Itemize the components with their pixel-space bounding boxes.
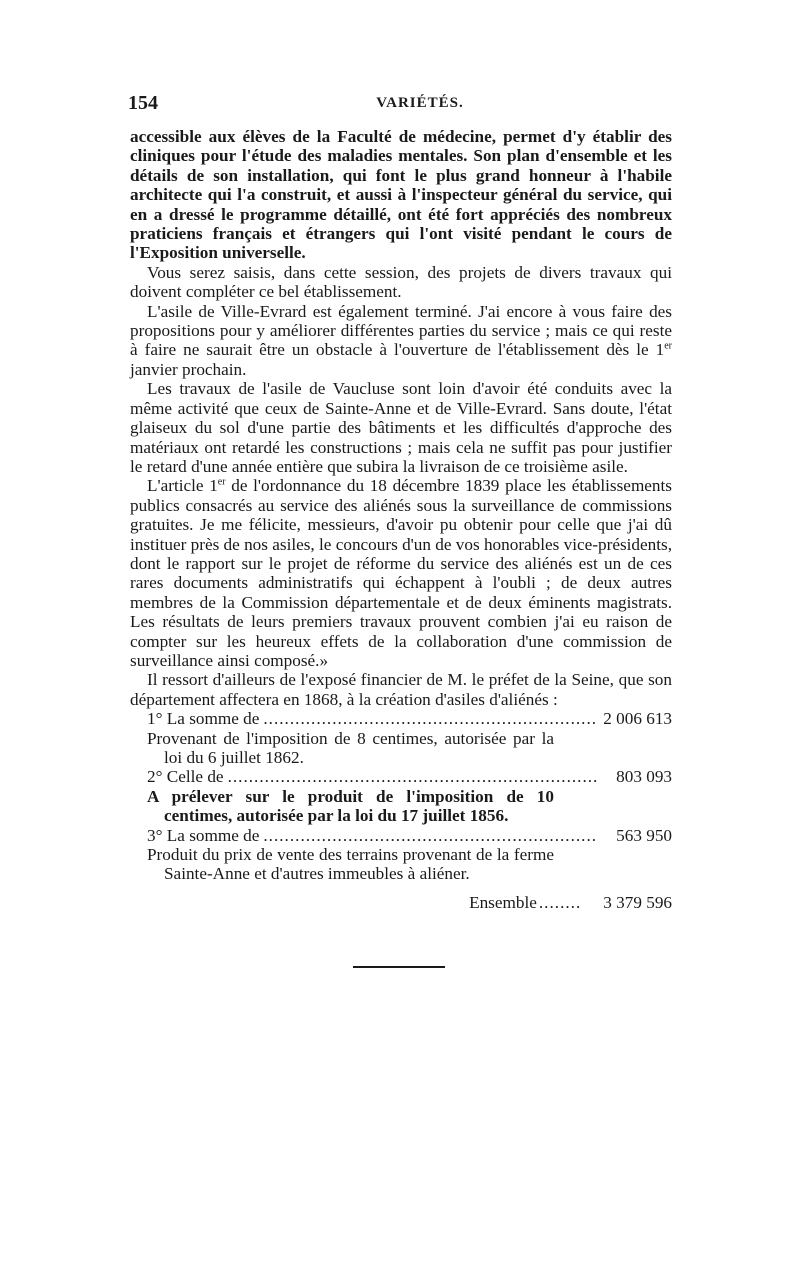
ledger-amount: 803 093 xyxy=(616,767,672,787)
paragraph: accessible aux élèves de la Faculté de médecine, permet d'y établir des cliniques pour l'étude des maladies mentales. Son plan d'ensemble et les détails de son installation, qui font le plus grand honneur à l'habile architecte qui l'a construit, et aussi à l'inspecteur général du service, qui en a dressé le programme détaillé, ont été fort appréciés des nombreux praticiens français et étrangers qui l'ont visité pendant le cours de l'Exposition universelle. xyxy=(130,127,672,263)
ledger-row xyxy=(130,709,672,728)
ledger-total-row xyxy=(130,893,672,912)
total-amount: 3 379 596 xyxy=(603,892,672,912)
page-number: 154 xyxy=(128,92,158,114)
leader-dots xyxy=(228,767,598,786)
ledger-label: 2° Celle de xyxy=(147,767,224,787)
ledger-label: 1° La somme de xyxy=(147,709,260,729)
text-body xyxy=(130,127,672,912)
funding-ledger xyxy=(130,709,672,912)
running-title: VARIÉTÉS. xyxy=(376,95,464,111)
paragraph: Il ressort d'ailleurs de l'exposé financier de M. le préfet de la Seine, que son département affectera en 1868, à la création d'asiles d'aliénés : xyxy=(130,670,672,709)
ledger-note: Provenant de l'imposition de 8 centimes, autorisée par la loi du 6 juillet 1862. xyxy=(147,728,554,767)
total-label: Ensemble xyxy=(469,892,537,912)
paragraph: Les travaux de l'asile de Vaucluse sont loin d'avoir été conduits avec la même activité que ceux de Sainte-Anne et de Ville-Evrard. Sans doute, l'état glaiseux du sol d'une partie des bâtiments et les difficultés d'approche des matériaux ont retardé les constructions ; mais cela ne suffit pas pour justifier le retard d'une année entière que subira la livraison de ce troisième asile. xyxy=(130,379,672,476)
paragraph: Vous serez saisis, dans cette session, des projets de divers travaux qui doivent compléter ce bel établissement. xyxy=(130,262,672,302)
ledger-label: 3° La somme de xyxy=(147,825,260,845)
ledger-note: Produit du prix de vente des terrains provenant de la ferme Sainte-Anne et d'autres immeubles à aliéner. xyxy=(147,845,554,884)
ledger-row xyxy=(130,767,672,786)
page-header xyxy=(128,92,672,116)
paragraph: L'asile de Ville-Evrard est également terminé. J'ai encore à vous faire des propositions pour y améliorer différentes parties du service ; mais ce qui reste à faire ne saurait être un obstacle à l'ouverture de l'établissement dès le 1er janvier prochain. xyxy=(130,301,672,379)
section-end-rule xyxy=(353,966,445,968)
leader-dots xyxy=(263,826,598,845)
ledger-amount: 2 006 613 xyxy=(603,709,672,729)
leader-dots xyxy=(263,709,598,728)
ledger-row xyxy=(130,826,672,845)
ledger-amount: 563 950 xyxy=(616,825,672,845)
total-leader-dots: ........ xyxy=(538,892,582,912)
ledger-note: A prélever sur le produit de l'imposition de 10 centimes, autorisée par la loi du 17 juillet 1856. xyxy=(147,786,554,826)
paragraph: L'article 1er de l'ordonnance du 18 décembre 1839 place les établissements publics consacrés au service des aliénés sous la surveillance de commissions gratuites. Je me félicite, messieurs, d'avoir pu obtenir pour celle que j'ai dû instituer près de nos asiles, le concours d'un de vos honorables vice-présidents, dont le rapport sur le projet de réforme du service des aliénés est un de ces rares documents administratifs qui échappent à l'oubli ; de deux autres membres de la Commission départementale et de deux éminents magistrats. Les résultats de leurs premiers travaux prouvent combien j'ai eu raison de compter sur les heureux effets de la collaboration d'une commission de surveillance ainsi composé.» xyxy=(130,476,672,670)
